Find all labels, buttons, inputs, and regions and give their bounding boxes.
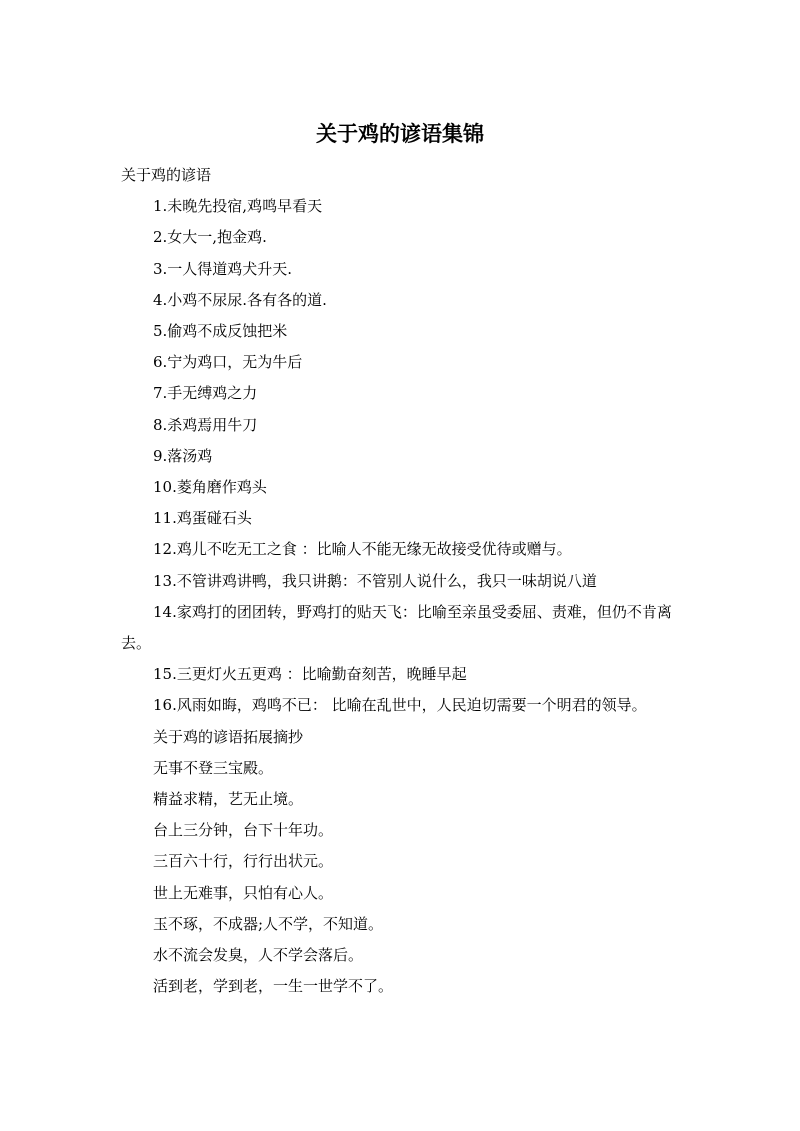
extra-saying: 无事不登三宝殿。 [153, 758, 274, 777]
section-heading-extension: 关于鸡的谚语拓展摘抄 [153, 727, 304, 746]
proverb-item: 13.不管讲鸡讲鸭，我只讲鹅：不管别人说什么，我只一味胡说八道 [153, 571, 597, 590]
proverb-item: 2.女大一,抱金鸡. [153, 228, 267, 247]
proverb-item: 14.家鸡打的团团转，野鸡打的贴天飞：比喻至亲虽受委屈、责难，但仍不肯离去。 [121, 602, 672, 653]
extra-saying: 精益求精，艺无止境。 [153, 790, 304, 809]
extra-saying: 台上三分钟，台下十年功。 [153, 821, 334, 840]
proverb-item: 12.鸡儿不吃无工之食 ：比喻人不能无缘无故接受优待或赠与。 [153, 540, 572, 559]
proverb-item: 9.落汤鸡 [153, 446, 213, 465]
proverb-item: 8.杀鸡焉用牛刀 [153, 415, 258, 434]
extra-saying: 三百六十行，行行出状元。 [153, 852, 334, 871]
extra-saying: 玉不琢，不成器;人不学，不知道。 [153, 914, 384, 933]
proverb-item: 6.宁为鸡口，无为牛后 [153, 353, 303, 372]
document-title: 关于鸡的谚语集锦 [316, 122, 484, 146]
proverb-item: 10.菱角磨作鸡头 [153, 478, 267, 497]
extra-saying: 水不流会发臭，人不学会落后。 [153, 946, 364, 965]
document-body [121, 160, 681, 1002]
proverb-item: 4.小鸡不尿尿.各有各的道. [153, 290, 327, 309]
proverb-item: 5.偷鸡不成反蚀把米 [153, 322, 288, 341]
proverb-item: 1.未晚先投宿,鸡鸣早看天 [153, 197, 323, 216]
proverb-item: 16.风雨如晦，鸡鸣不已： 比喻在乱世中，人民迫切需要一个明君的领导。 [153, 696, 647, 715]
section-heading-proverbs: 关于鸡的谚语 [121, 166, 212, 184]
proverb-item: 15.三更灯火五更鸡 ：比喻勤奋刻苦，晚睡早起 [153, 665, 467, 684]
proverb-item: 7.手无缚鸡之力 [153, 384, 258, 403]
proverb-item: 3.一人得道鸡犬升天. [153, 259, 293, 278]
proverb-item: 11.鸡蛋碰石头 [153, 509, 252, 528]
extra-saying: 活到老，学到老，一生一世学不了。 [153, 977, 394, 996]
extra-saying: 世上无难事，只怕有心人。 [153, 883, 334, 902]
